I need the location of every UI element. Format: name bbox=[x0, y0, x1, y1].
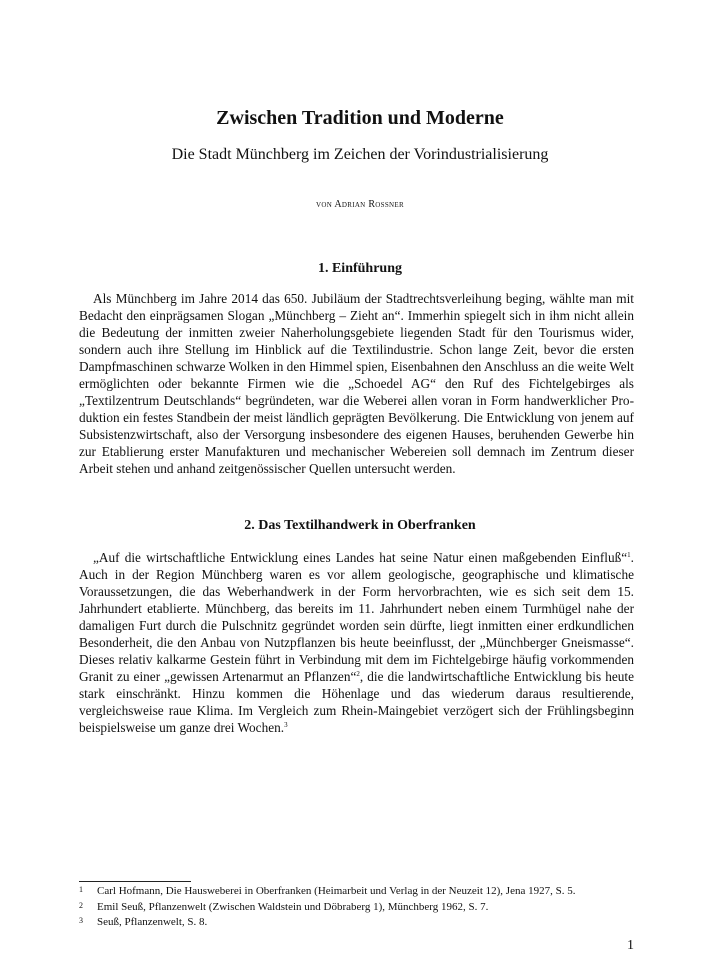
footnote bbox=[79, 884, 639, 900]
section-heading-introduction: 1. Einführung bbox=[317, 261, 403, 276]
page-title: Zwischen Tradition und Moderne bbox=[216, 107, 504, 129]
footnote bbox=[79, 915, 639, 931]
footnote-reference[interactable]: 2 bbox=[356, 670, 360, 678]
footnote bbox=[79, 900, 639, 916]
footnote-number: 3 bbox=[79, 916, 83, 925]
page-subtitle: Die Stadt Münchberg im Zeichen der Vorindustrialisierung bbox=[171, 146, 549, 163]
section-body-introduction bbox=[79, 290, 634, 477]
footnote-separator bbox=[79, 881, 191, 882]
author-line: von Adrian Rossner bbox=[316, 199, 404, 210]
footnote-number: 2 bbox=[79, 900, 83, 910]
page-number: 1 bbox=[627, 938, 634, 953]
paragraph-text: „Auf die wirtschaftliche Entwicklung eines Landes hat seine Natur einen maßgebenden Einfluß“ bbox=[93, 550, 628, 565]
section-heading-textile-craft: 2. Das Textilhandwerk in Oberfranken bbox=[244, 518, 476, 533]
paragraph bbox=[79, 549, 634, 736]
footnote-reference[interactable]: 1 bbox=[627, 551, 631, 559]
paragraph-text: , die die landwirtschaftliche Entwicklung bis heute stark einschränkt. Hinzu kommen die Höhenlage und das wiederum daraus resultierende, vergleichsweise raue Klima. Im Vergleich zum Rhein-Maingebiet verzögert sich der Frühlingsbeginn beispielsweise um ganze drei Wochen. bbox=[79, 669, 634, 735]
footnote-reference[interactable]: 3 bbox=[284, 721, 288, 729]
paragraph: Als Münchberg im Jahre 2014 das 650. Jubiläum der Stadtrechtsverleihung beging, wählte man mit Bedacht den einprägsamen Slogan „Münchberg – Zieht an“. Immerhin spiegelt sich in ihm nicht allein die Bedeutung der inmitten zweier Naherholungsgebiete liegenden Stadt für den Tourismus wider, sondern auch ihre Stellung im Hinblick auf die Textilindustrie. Schon lange Zeit, bevor die ersten Dampfmaschinen schwarze Wolken in den Himmel spien, Eisenbahnen den Anschluss an die weite Welt ermöglichten oder bekannte Firmen wie die „Schoedel AG“ den Ruf des Fichtelgebirges als „Textilzentrum Deutschlands“ begründeten, war die Weberei allen voran in Form handwerklicher Produktion ein festes Standbein der meist ländlich geprägten Bevölkerung. Die Entwicklung von jenem auf Subsistenzwirtschaft, also der Versorgung insbesondere des eigenen Hauses, beruhenden Gewerbe hin zur Etablierung erster Manufakturen und mechanischer Webereien soll demnach im Zentrum dieser Arbeit stehen und anhand zeitgenössischer Quellen untersucht werden. bbox=[79, 291, 634, 476]
paragraph-text: . Auch in der Region Münchberg waren es vor allem geologische, geographische und klimatische Voraussetzungen, die das Weberhandwerk in der Form hervorbrachten, wie es sich seit dem 15. Jahrhundert etablierte. Münchberg, das bereits im 11. Jahrhundert neben einem Turmhügel nahe der damaligen Furt durch die Pulschnitz gegründet worden sein dürfte, liegt inmitten einer erdkundlichen Besonderheit, die den Anbau von Nutzpflanzen bis heute beeinflusst, der „Münchberger Gneismasse“. Dieses relativ kalkarme Gestein führt in Verbindung mit dem im Fichtelgebirge häufig vorkommenden Granit zu einer „gewissen Artenarmut an Pflanzen“ bbox=[79, 550, 634, 684]
footnote-text: Carl Hofmann, Die Hausweberei in Oberfranken (Heimarbeit und Verlag in der Neuzeit 12), Jena 1927, S. 5. bbox=[97, 885, 576, 897]
footnote-text: Seuß, Pflanzenwelt, S. 8. bbox=[97, 916, 208, 928]
footnote-text: Emil Seuß, Pflanzenwelt (Zwischen Waldstein und Döbraberg 1), Münchberg 1962, S. 7. bbox=[97, 900, 489, 913]
footnote-number: 1 bbox=[79, 885, 83, 894]
section-body-textile-craft bbox=[79, 549, 634, 736]
footnotes bbox=[79, 884, 639, 931]
